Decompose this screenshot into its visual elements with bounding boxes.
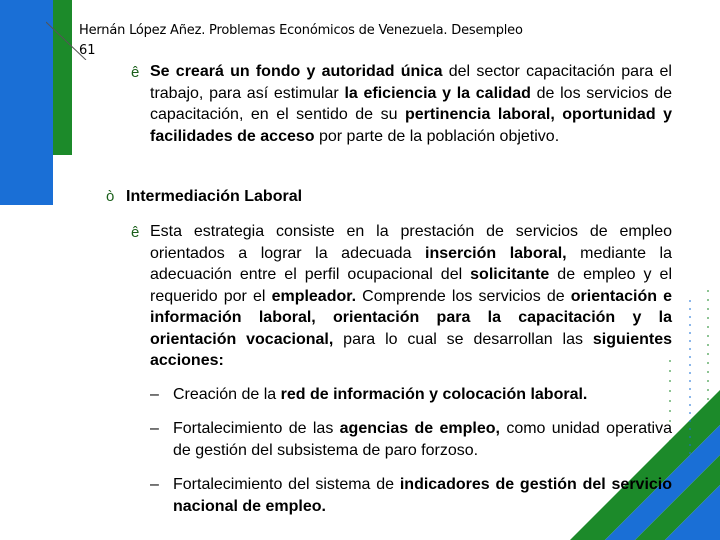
check-bullet-icon: ê xyxy=(131,224,140,241)
bold-text: solicitante xyxy=(470,266,550,283)
text: como unidad operativa de gestión del subsistema de paro forzoso. xyxy=(173,420,672,459)
header-title: Hernán López Añez. Problemas Económicos de Venezuela. Desempleo xyxy=(79,23,523,38)
dash-bullet: – xyxy=(150,420,159,437)
subitem-red xyxy=(173,384,672,406)
check-bullet-icon: ê xyxy=(131,64,140,81)
bold-text: agencias de empleo, xyxy=(339,420,500,437)
text: Esta estrategia consiste en la prestación de servicios de empleo orientados a lograr la adecuada xyxy=(150,223,672,262)
text: Fortalecimiento de las xyxy=(173,420,340,437)
text: Creación de la xyxy=(173,386,281,403)
dash-bullet: – xyxy=(150,386,159,403)
subitem-indicadores xyxy=(173,474,672,517)
bold-text: Se creará un fondo y autoridad única xyxy=(150,63,443,80)
page-number: 61 xyxy=(79,43,96,58)
subitem-agencias xyxy=(173,418,672,461)
dash-bullet: – xyxy=(150,476,159,493)
text: para lo cual se desarrollan las xyxy=(333,330,593,348)
text: mediante la adecuación entre el perfil ocupacional del xyxy=(150,244,672,283)
bold-text: red de información y colocación laboral. xyxy=(280,386,588,403)
bold-text: orientación e información laboral, orientación para la capacitación y la orientación vocacional, xyxy=(150,287,673,348)
arrow-bullet-icon: ò xyxy=(106,188,115,205)
section-heading: Intermediación Laboral xyxy=(126,188,303,205)
text: Comprende los servicios de xyxy=(356,287,571,305)
paragraph-fondo xyxy=(150,61,672,147)
text: de empleo y el requerido por el xyxy=(150,266,672,305)
text: del sector capacitación para el trabajo, para así estimular xyxy=(150,63,672,102)
bold-text: siguientes acciones: xyxy=(150,330,673,369)
bold-text: inserción laboral, xyxy=(425,244,567,262)
text: Fortalecimiento del sistema de xyxy=(173,476,400,493)
paragraph-estrategia xyxy=(150,221,672,372)
bold-text: pertinencia laboral, oportunidad y facilidades de acceso xyxy=(150,106,673,145)
bold-text: indicadores de gestión del servicio nacional de empleo. xyxy=(173,476,672,515)
text: de los servicios de capacitación, en el sentido de su xyxy=(150,84,673,123)
bold-text: empleador. xyxy=(271,287,357,305)
bold-text: la eficiencia y la calidad xyxy=(344,84,531,102)
text: por parte de la población objetivo. xyxy=(314,127,560,145)
